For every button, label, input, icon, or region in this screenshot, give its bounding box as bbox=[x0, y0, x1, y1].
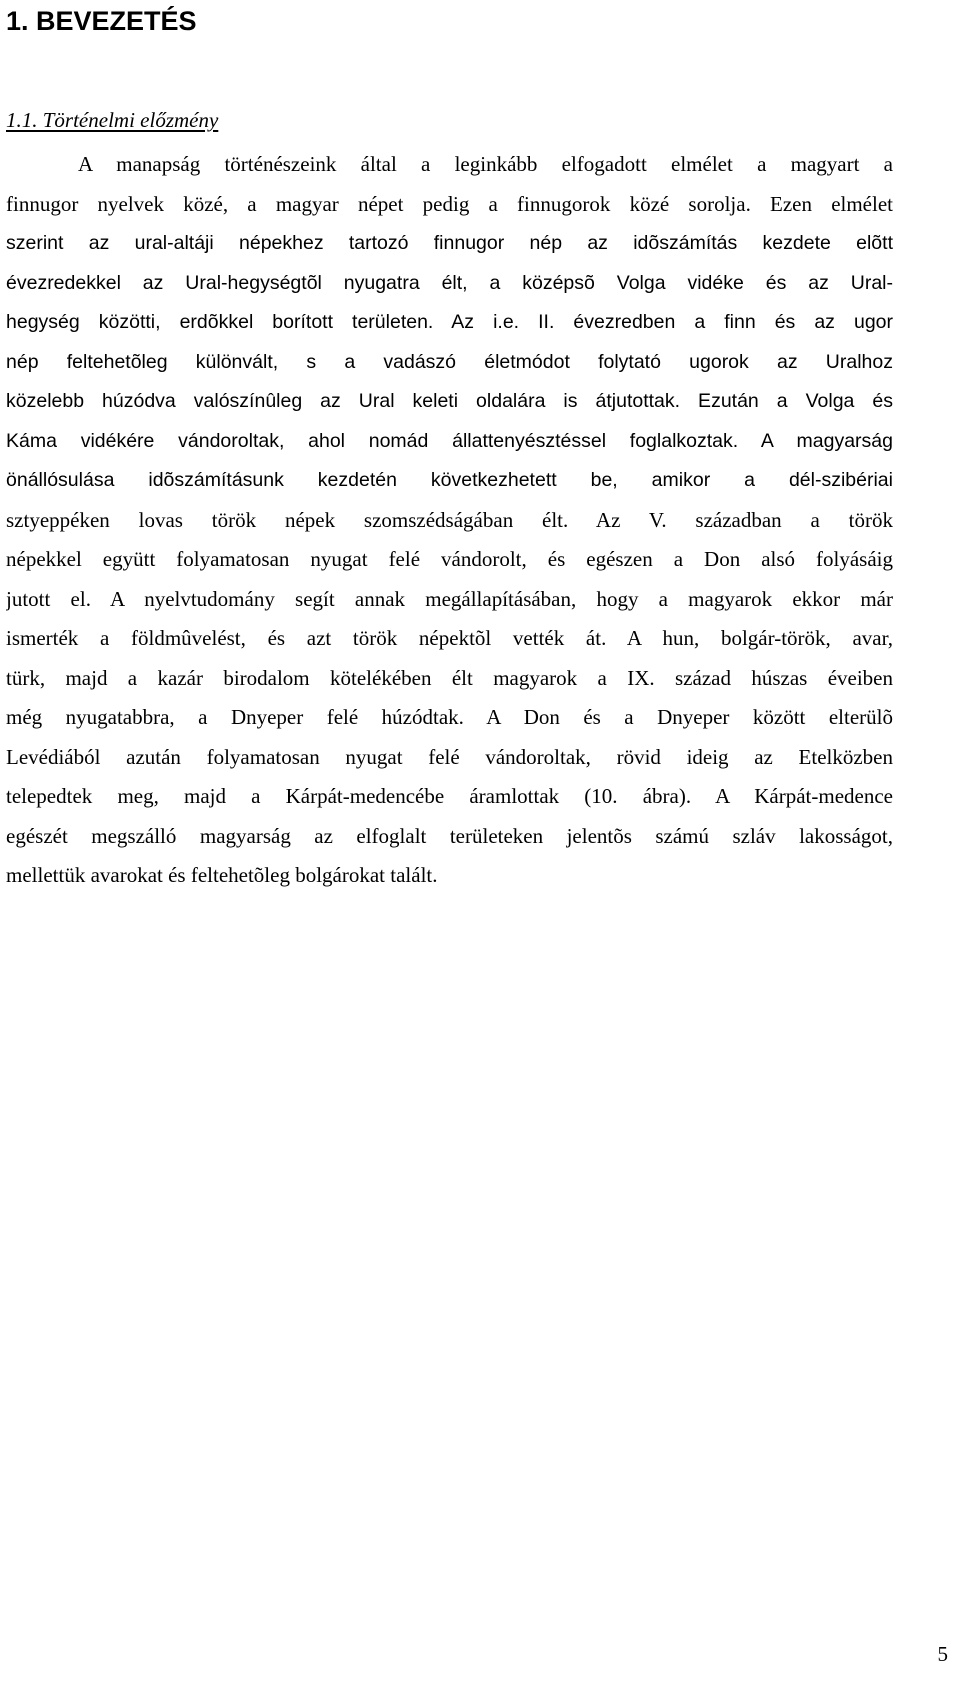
paragraph-line: népekkel együtt folyamatosan nyugat felé vándorolt, és egészen a Don alsó folyásáig bbox=[6, 547, 893, 571]
paragraph-line: önállósulása idõszámításunk kezdetén következhetett be, amikor a dél-szibériai bbox=[6, 469, 893, 491]
paragraph-line: még nyugatabbra, a Dnyeper felé húzódtak. A Don és a Dnyeper között elterülõ bbox=[6, 705, 893, 729]
paragraph-line: telepedtek meg, majd a Kárpát-medencébe áramlottak (10. ábra). A Kárpát-medence bbox=[6, 784, 893, 808]
paragraph-line: évezredekkel az Ural-hegységtõl nyugatra élt, a középsõ Volga vidéke és az Ural- bbox=[6, 271, 893, 294]
paragraph-line: türk, majd a kazár birodalom kötelékében élt magyarok a IX. század húszas éveiben bbox=[6, 665, 893, 690]
paragraph-line: ismerték a földmûvelést, és azt török népektõl vették át. A hun, bolgár-török, avar, bbox=[6, 626, 893, 650]
paragraph-line: egészét megszálló magyarság az elfoglalt területeken jelentõs számú szláv lakosságot, bbox=[6, 823, 893, 848]
paragraph-line: sztyeppéken lovas török népek szomszédságában élt. Az V. században a török bbox=[6, 507, 893, 532]
paragraph-line: Káma vidékére vándoroltak, ahol nomád állattenyésztéssel foglalkoztak. A magyarság bbox=[6, 429, 893, 452]
paragraph-line: mellettük avarokat és feltehetõleg bolgárokat talált. bbox=[6, 863, 438, 887]
paragraph-line: finnugor nyelvek közé, a magyar népet pedig a finnugorok közé sorolja. Ezen elmélet bbox=[6, 191, 893, 216]
paragraph-line: A manapság történészeink által a leginkább elfogadott elmélet a magyart a bbox=[78, 152, 893, 176]
paragraph-line: nép feltehetõleg különvált, s a vadászó életmódot folytató ugorok az Uralhoz bbox=[6, 350, 893, 373]
body-paragraph bbox=[6, 145, 893, 896]
paragraph-line: közelebb húzódva valószínûleg az Ural keleti oldalára is átjutottak. Ezután a Volga és bbox=[6, 390, 893, 412]
page-number: 5 bbox=[937, 1642, 948, 1666]
paragraph-line: hegység közötti, erdõkkel borított területen. Az i.e. II. évezredben a finn és az ugor bbox=[6, 311, 893, 333]
section-heading: 1.1. Történelmi előzmény bbox=[6, 108, 219, 132]
chapter-heading: 1. BEVEZETÉS bbox=[6, 6, 197, 36]
paragraph-line: jutott el. A nyelvtudomány segít annak megállapításában, hogy a magyarok ekkor már bbox=[6, 586, 893, 611]
paragraph-line: Levédiából azután folyamatosan nyugat felé vándoroltak, rövid ideig az Etelközben bbox=[6, 744, 893, 769]
paragraph-line: szerint az ural-altáji népekhez tartozó finnugor nép az idõszámítás kezdete elõtt bbox=[6, 232, 893, 254]
